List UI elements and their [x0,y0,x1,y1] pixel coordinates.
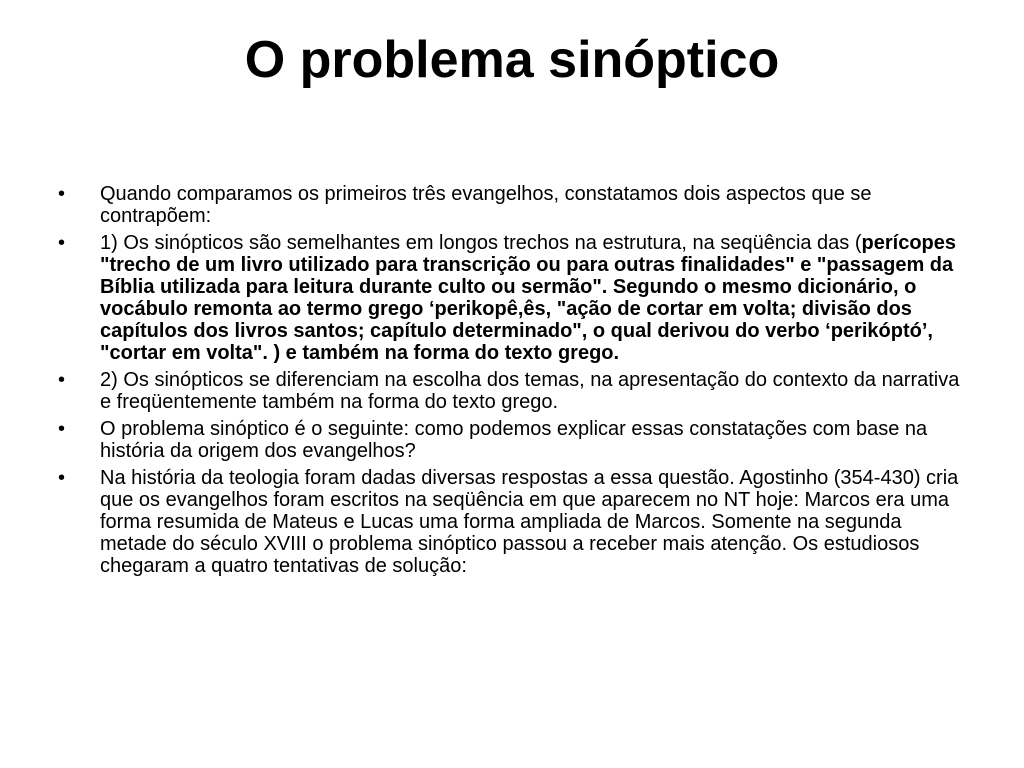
bullet-list [56,183,961,582]
bullet-text: Na história da teologia foram dadas diversas respostas a essa questão. Agostinho (354-430) cria que os evangelhos foram escritos na seqüência em que aparecem no NT hoje: Marcos era uma forma resumida de Mateus e Lucas uma forma ampliada de Marcos. Somente na segunda metade do século XVIII o problema sinóptico passou a receber mais atenção. Os estudiosos chegaram a quatro tentativas de solução: [100,467,959,577]
bullet-item-5 [56,467,961,577]
bullet-icon: • [58,183,66,205]
bullet-text-bold: perícopes "trecho de um livro utilizado para transcrição ou para outras finalidades" e "passagem da Bíblia utilizada para leitura durante culto ou sermão". Segundo o mesmo dicionário, o vocábulo remonta ao termo grego ‘perikopê,ês, "ação de cortar em volta; divisão dos capítulos dos livros santos; capítulo determinado", o qual derivou do verbo ‘perikóptó’, "cortar em volta". ) e também na forma do texto grego. [100,232,957,364]
bullet-icon: • [58,467,66,489]
bullet-text-prefix: 1) Os sinópticos são semelhantes em longos trechos na estrutura, na seqüência das ( [100,232,862,254]
bullet-icon: • [58,418,66,440]
bullet-item-3 [56,369,961,413]
slide-title: O problema sinóptico [244,31,780,89]
bullet-item-2 [56,232,961,364]
bullet-item-1 [56,183,961,227]
bullet-text: Quando comparamos os primeiros três evangelhos, constatamos dois aspectos que se contrapõem: [100,183,872,227]
bullet-icon: • [58,369,66,391]
bullet-item-4 [56,418,961,462]
bullet-text: O problema sinóptico é o seguinte: como podemos explicar essas constatações com base na história da origem dos evangelhos? [100,418,928,462]
bullet-icon: • [58,232,66,254]
bullet-text: 2) Os sinópticos se diferenciam na escolha dos temas, na apresentação do contexto da narrativa e freqüentemente também na forma do texto grego. [100,369,960,413]
